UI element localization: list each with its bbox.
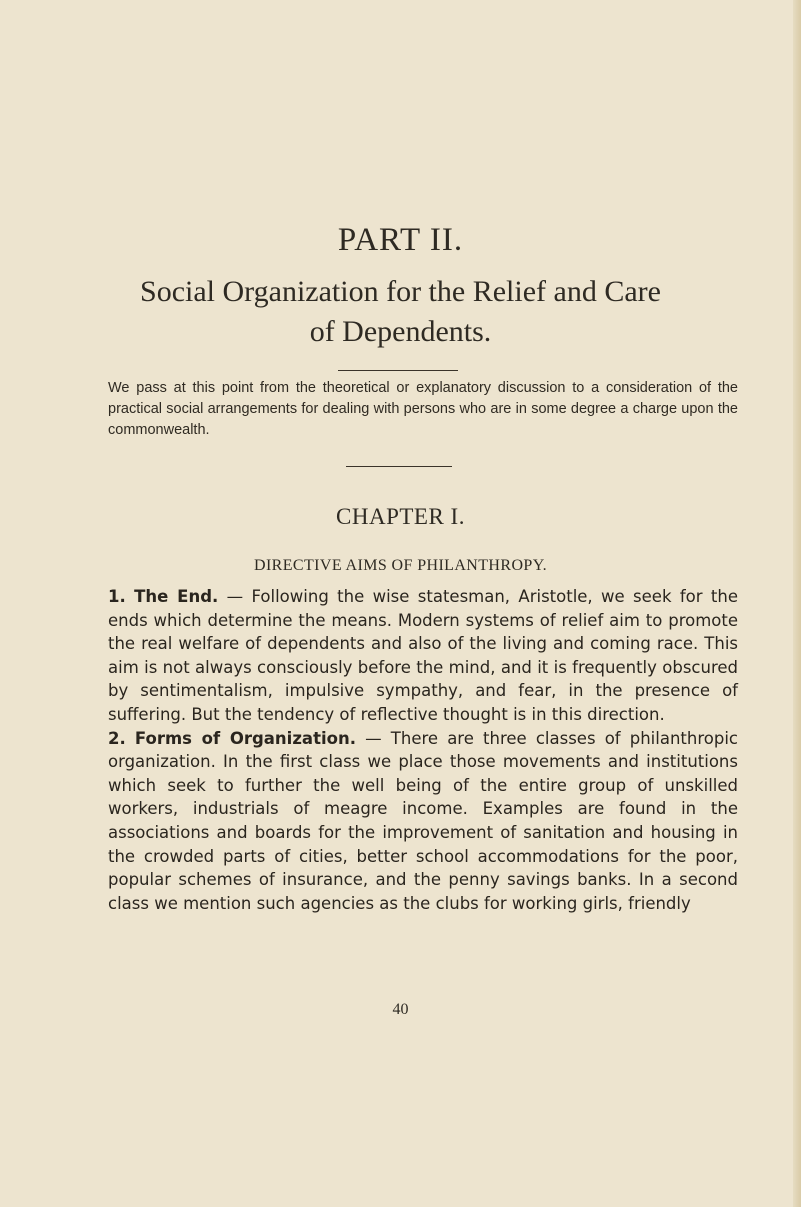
- section-number: 2.: [108, 728, 126, 748]
- page-number: 40: [392, 1001, 409, 1018]
- main-title-line-1: Social Organization for the Relief and Care: [140, 275, 661, 308]
- section-paragraph: [108, 585, 738, 727]
- main-title-line-2: of Dependents.: [309, 315, 492, 348]
- section-text: There are three classes of philanthropic organization. In the first class we place those movements and institutions which seek to further the well being of the entire group of unskilled workers, industrials of meagre income. Examples are found in the associations and boards for the improvement of sanitation and housing in the crowded parts of cities, better school accommodations for the poor, popular schemes of insurance, and the penny savings banks. In a second class we mention such agencies as the clubs for working girls, friendly: [108, 728, 738, 913]
- divider-rule-top: [338, 370, 458, 371]
- section-text: Following the wise statesman, Aristotle, we seek for the ends which determine the means. Modern systems of relief aim to promote the real welfare of dependents and also of the living and coming race. This aim is not always consciously before the mind, and it is frequently obscured by sentimentalism, impulsive sympathy, and fear, in the presence of suffering. But the tendency of reflective thought is in this direction.: [108, 587, 738, 724]
- divider-rule-bottom: [346, 466, 452, 467]
- section-heading: The End.: [134, 587, 219, 606]
- section-dash: —: [218, 587, 252, 606]
- chapter-subtitle: DIRECTIVE AIMS OF PHILANTHROPY.: [253, 557, 548, 574]
- main-title: [0, 272, 801, 352]
- body-text: [108, 585, 738, 915]
- part-title: PART II.: [337, 222, 464, 258]
- section-number: 1.: [108, 587, 126, 606]
- section-heading: Forms of Organization.: [134, 728, 356, 748]
- section-dash: —: [355, 728, 391, 748]
- chapter-title: CHAPTER I.: [336, 504, 465, 529]
- section-paragraph: [108, 727, 738, 916]
- intro-paragraph: We pass at this point from the theoretical or explanatory discussion to a consideration of the practical social arrangements for dealing with persons who are in some degree a charge upon the commonwealth.: [108, 380, 738, 438]
